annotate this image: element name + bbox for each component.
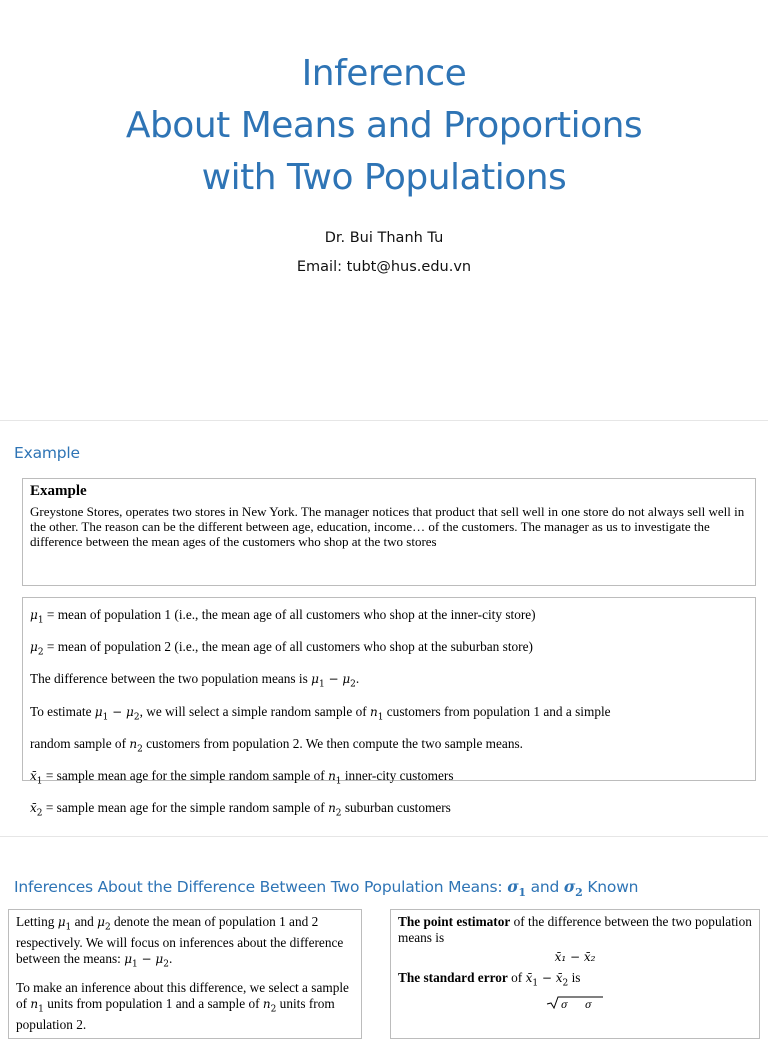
title-line-3: with Two Populations: [201, 157, 567, 198]
inference-left-box: [8, 909, 362, 1039]
example-heading: Example: [14, 444, 80, 462]
slide-separator: [0, 420, 768, 421]
point-estimator-paragraph: The point estimator of the difference between the two population means is: [398, 914, 752, 945]
example-box: [22, 478, 756, 586]
standard-error-paragraph: The standard error of $x̄_1$ − $x̄_2$ is: [398, 970, 581, 989]
example-box-heading: Example: [30, 483, 87, 499]
definitions-box: [22, 597, 756, 819]
title-line-1: Inference: [301, 53, 467, 94]
xbar2-definition: $x̄_2$ = sample mean age for the simple random sample of $n_2$ suburban customers: [30, 800, 451, 819]
inference-paragraph: To make an inference about this difference, we select a sample of $n_1$ units from population 1 and a sample of $n_2$ units from population 2.: [16, 979, 349, 1033]
estimate-sentence: To estimate $\mu_1 - \mu_2$, we will select a simple random sample of $n_1$ customers from population 1 and a simple: [30, 703, 611, 722]
point-estimator-formula: x̄₁ − x̄₂: [554, 950, 596, 964]
svg-text:σ: σ: [585, 1000, 592, 1010]
author-name: Dr. Bui Thanh Tu: [324, 230, 444, 246]
sqrt-formula-icon: [545, 995, 605, 1009]
random-sample-sentence: random sample of $n_2$ customers from population 2. We then compute the two sample means.: [30, 735, 523, 755]
slide-title: [0, 48, 768, 204]
letting-paragraph: Letting $\mu_1$ and $\mu_2$ denote the mean of population 1 and 2 respectively. We will focus on inferences about the difference between the means: $\mu_1 - \mu_2$.: [16, 914, 344, 970]
standard-error-formula: [398, 995, 752, 1013]
title-line-2: About Means and Proportions: [125, 105, 643, 146]
slide-separator: [0, 836, 768, 837]
mu1-definition: $\mu_1$ = mean of population 1 (i.e., the mean age of all customers who shop at the inner-city store): [30, 607, 536, 626]
inference-right-box: [390, 909, 760, 1039]
author-email: Email: tubt@hus.edu.vn: [296, 259, 472, 275]
inference-heading: Inferences About the Difference Between Two Population Means: $\sigma_1$ and $\sigma_2$ Known: [14, 877, 639, 900]
mu2-definition: $\mu_2$ = mean of population 2 (i.e., the mean age of all customers who shop at the suburban store): [30, 639, 533, 658]
difference-definition: The difference between the two population means is $\mu_1 - \mu_2$.: [30, 671, 360, 690]
example-box-text: Greystone Stores, operates two stores in New York. The manager notices that product that sell well in one store do not always sell well in the other. The reason can be the different between age, education, income… of the customers. The manager as us to investigate the difference between the mean ages of the customers who shop at the two stores: [30, 504, 745, 549]
xbar1-definition: $x̄_1$ = sample mean age for the simple random sample of $n_1$ inner-city customers: [30, 767, 454, 787]
svg-text:σ: σ: [561, 1000, 568, 1010]
